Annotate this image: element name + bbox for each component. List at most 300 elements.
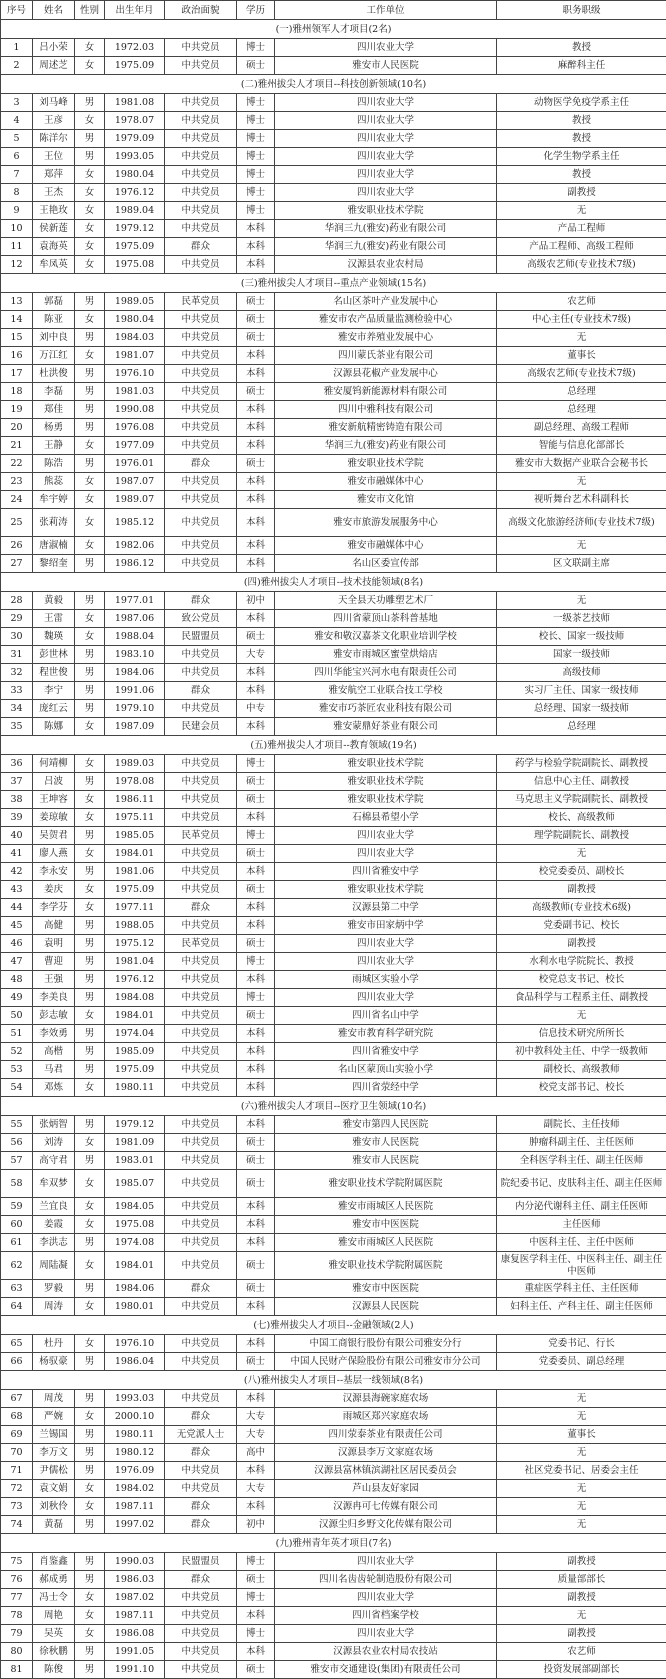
cell-index: 13	[1, 293, 33, 311]
cell-politics: 中共党员	[165, 437, 237, 455]
cell-gender: 女	[75, 1625, 105, 1643]
cell-education: 本科	[237, 917, 275, 935]
cell-politics: 民建会员	[165, 718, 237, 736]
cell-name: 尹儒松	[33, 1462, 75, 1480]
cell-name: 徐秋鹏	[33, 1643, 75, 1661]
table-row	[1, 592, 666, 610]
cell-politics: 群众	[165, 455, 237, 473]
cell-gender: 男	[75, 148, 105, 166]
cell-workplace: 四川农业大学	[275, 1589, 497, 1607]
cell-name: 王强	[33, 971, 75, 989]
cell-workplace: 四川农业大学	[275, 184, 497, 202]
cell-index: 20	[1, 419, 33, 437]
cell-politics: 中共党员	[165, 1607, 237, 1625]
cell-index: 22	[1, 455, 33, 473]
cell-name: 张炳智	[33, 1116, 75, 1134]
table-row	[1, 773, 666, 791]
cell-workplace: 四川农业大学	[275, 130, 497, 148]
cell-politics: 中共党员	[165, 202, 237, 220]
cell-birth: 1976.12	[105, 184, 165, 202]
cell-name: 万江红	[33, 347, 75, 365]
cell-gender: 女	[75, 1480, 105, 1498]
cell-name: 李磊	[33, 383, 75, 401]
cell-name: 陈娜	[33, 718, 75, 736]
cell-workplace: 四川蒙氏茶业有限公司	[275, 347, 497, 365]
cell-index: 12	[1, 256, 33, 274]
cell-politics: 中共党员	[165, 473, 237, 491]
cell-workplace: 雅安厦钨新能源材料有限公司	[275, 383, 497, 401]
cell-birth: 1983.01	[105, 1152, 165, 1170]
cell-gender: 女	[75, 437, 105, 455]
cell-workplace: 雅安市第四人民医院	[275, 1116, 497, 1134]
cell-birth: 1980.04	[105, 166, 165, 184]
cell-workplace: 雅安市人民医院	[275, 1134, 497, 1152]
cell-gender: 男	[75, 917, 105, 935]
table-row	[1, 1408, 666, 1426]
cell-position: 副院长、主任技师	[497, 1116, 666, 1134]
cell-politics: 民革党员	[165, 293, 237, 311]
cell-name: 严婉	[33, 1408, 75, 1426]
cell-gender: 女	[75, 39, 105, 57]
cell-politics: 民革党员	[165, 935, 237, 953]
cell-name: 王杰	[33, 184, 75, 202]
cell-workplace: 四川农业大学	[275, 953, 497, 971]
table-row	[1, 39, 666, 57]
cell-name: 侯新莲	[33, 220, 75, 238]
cell-name: 王静	[33, 437, 75, 455]
cell-politics: 中共党员	[165, 755, 237, 773]
cell-birth: 1980.11	[105, 1426, 165, 1444]
table-row	[1, 57, 666, 75]
cell-position: 初中教科处主任、中学一级教师	[497, 1043, 666, 1061]
cell-position: 无	[497, 1516, 666, 1534]
table-row	[1, 1170, 666, 1198]
cell-politics: 民革党员	[165, 827, 237, 845]
table-row	[1, 809, 666, 827]
cell-position: 水利水电学院院长、教授	[497, 953, 666, 971]
cell-politics: 中共党员	[165, 1061, 237, 1079]
cell-workplace: 天全县天功雕塑艺术厂	[275, 592, 497, 610]
cell-name: 王彦	[33, 112, 75, 130]
cell-birth: 1981.03	[105, 383, 165, 401]
cell-index: 39	[1, 809, 33, 827]
cell-index: 24	[1, 491, 33, 509]
table-row	[1, 1061, 666, 1079]
table-row	[1, 1390, 666, 1408]
cell-index: 25	[1, 509, 33, 537]
cell-gender: 男	[75, 1390, 105, 1408]
cell-workplace: 四川中雅科技有限公司	[275, 401, 497, 419]
table-row	[1, 419, 666, 437]
cell-position: 一级茶艺技师	[497, 610, 666, 628]
table-row	[1, 610, 666, 628]
cell-birth: 1976.08	[105, 419, 165, 437]
cell-workplace: 雅安职业技术学院	[275, 755, 497, 773]
cell-workplace: 名山区茶叶产业发展中心	[275, 293, 497, 311]
cell-index: 48	[1, 971, 33, 989]
cell-position: 副教授	[497, 1553, 666, 1571]
cell-gender: 男	[75, 130, 105, 148]
cell-position: 总经理	[497, 401, 666, 419]
section-header-row	[1, 573, 666, 592]
cell-gender: 女	[75, 220, 105, 238]
cell-index: 64	[1, 1298, 33, 1316]
cell-gender: 女	[75, 1498, 105, 1516]
cell-position: 中心主任(专业技术7级)	[497, 311, 666, 329]
cell-gender: 男	[75, 1661, 105, 1679]
cell-gender: 女	[75, 112, 105, 130]
cell-education: 高中	[237, 1444, 275, 1462]
cell-position: 无	[497, 1390, 666, 1408]
table-row	[1, 1480, 666, 1498]
cell-politics: 中共党员	[165, 1216, 237, 1234]
cell-politics: 中共党员	[165, 347, 237, 365]
cell-position: 高级农艺师(专业技术7级)	[497, 365, 666, 383]
cell-workplace: 雅安新航精密铸造有限公司	[275, 419, 497, 437]
roster-body	[1, 20, 666, 1679]
cell-position: 麻醉科主任	[497, 57, 666, 75]
cell-birth: 1984.06	[105, 1280, 165, 1298]
table-row	[1, 491, 666, 509]
cell-politics: 中共党员	[165, 845, 237, 863]
cell-politics: 中共党员	[165, 112, 237, 130]
cell-gender: 女	[75, 491, 105, 509]
cell-workplace: 四川农业大学	[275, 935, 497, 953]
cell-birth: 1987.09	[105, 718, 165, 736]
cell-name: 姜庆	[33, 881, 75, 899]
cell-politics: 中共党员	[165, 1298, 237, 1316]
cell-politics: 群众	[165, 1444, 237, 1462]
table-row	[1, 473, 666, 491]
cell-education: 硕士	[237, 383, 275, 401]
table-row	[1, 646, 666, 664]
cell-politics: 中共党员	[165, 1335, 237, 1353]
cell-index: 72	[1, 1480, 33, 1498]
cell-name: 肖鉴鑫	[33, 1553, 75, 1571]
cell-education: 本科	[237, 347, 275, 365]
cell-gender: 男	[75, 646, 105, 664]
cell-politics: 中共党员	[165, 989, 237, 1007]
cell-birth: 1984.01	[105, 845, 165, 863]
table-row	[1, 383, 666, 401]
cell-index: 71	[1, 1462, 33, 1480]
cell-position: 农艺师	[497, 1643, 666, 1661]
cell-name: 黄磊	[33, 1516, 75, 1534]
cell-index: 11	[1, 238, 33, 256]
cell-gender: 男	[75, 419, 105, 437]
cell-workplace: 雅安市养殖业发展中心	[275, 329, 497, 347]
cell-birth: 1972.03	[105, 39, 165, 57]
cell-gender: 男	[75, 1643, 105, 1661]
cell-politics: 中共党员	[165, 1007, 237, 1025]
cell-birth: 1979.12	[105, 1116, 165, 1134]
cell-position: 副教授	[497, 1589, 666, 1607]
cell-index: 4	[1, 112, 33, 130]
cell-workplace: 石棉县希望小学	[275, 809, 497, 827]
cell-birth: 1976.01	[105, 455, 165, 473]
cell-name: 曹迎	[33, 953, 75, 971]
cell-gender: 女	[75, 57, 105, 75]
cell-gender: 男	[75, 592, 105, 610]
cell-workplace: 雅安职业技术学院附属医院	[275, 1170, 497, 1198]
table-row	[1, 1462, 666, 1480]
cell-name: 高守君	[33, 1152, 75, 1170]
cell-politics: 中共党员	[165, 148, 237, 166]
cell-politics: 中共党员	[165, 917, 237, 935]
table-row	[1, 1335, 666, 1353]
cell-position: 校长、国家一级技师	[497, 628, 666, 646]
cell-politics: 中共党员	[165, 130, 237, 148]
cell-birth: 1988.05	[105, 917, 165, 935]
cell-education: 硕士	[237, 329, 275, 347]
cell-workplace: 汉源县农业农村局	[275, 256, 497, 274]
table-row	[1, 238, 666, 256]
cell-education: 本科	[237, 1079, 275, 1097]
section-header-row	[1, 1534, 666, 1553]
cell-gender: 女	[75, 1216, 105, 1234]
cell-education: 初中	[237, 1516, 275, 1534]
cell-education: 硕士	[237, 1661, 275, 1679]
table-row	[1, 1444, 666, 1462]
cell-education: 本科	[237, 256, 275, 274]
cell-index: 81	[1, 1661, 33, 1679]
cell-gender: 女	[75, 1298, 105, 1316]
cell-birth: 1989.07	[105, 491, 165, 509]
cell-workplace: 汉源县李万文家庭农场	[275, 1444, 497, 1462]
table-row	[1, 1079, 666, 1097]
cell-index: 6	[1, 148, 33, 166]
cell-position: 社区党委书记、居委会主任	[497, 1462, 666, 1480]
cell-index: 80	[1, 1643, 33, 1661]
cell-politics: 中共党员	[165, 809, 237, 827]
cell-position: 产品工程师	[497, 220, 666, 238]
cell-birth: 1984.01	[105, 1007, 165, 1025]
table-row	[1, 555, 666, 573]
table-row	[1, 347, 666, 365]
cell-politics: 中共党员	[165, 491, 237, 509]
cell-birth: 1993.03	[105, 1390, 165, 1408]
cell-name: 郑萍	[33, 166, 75, 184]
table-row	[1, 1498, 666, 1516]
cell-name: 刘秋伶	[33, 1498, 75, 1516]
cell-gender: 女	[75, 311, 105, 329]
cell-birth: 1979.12	[105, 220, 165, 238]
cell-politics: 中共党员	[165, 220, 237, 238]
cell-politics: 中共党员	[165, 1152, 237, 1170]
cell-gender: 女	[75, 509, 105, 537]
cell-workplace: 雅安市人民医院	[275, 57, 497, 75]
cell-education: 本科	[237, 419, 275, 437]
cell-birth: 1981.08	[105, 94, 165, 112]
cell-name: 周述芝	[33, 57, 75, 75]
cell-gender: 男	[75, 1234, 105, 1252]
cell-politics: 群众	[165, 1408, 237, 1426]
cell-position: 妇科主任、产科主任、副主任医师	[497, 1298, 666, 1316]
cell-education: 本科	[237, 1061, 275, 1079]
table-row	[1, 220, 666, 238]
cell-index: 76	[1, 1571, 33, 1589]
cell-education: 硕士	[237, 881, 275, 899]
cell-name: 周陆凝	[33, 1252, 75, 1280]
table-row	[1, 509, 666, 537]
cell-politics: 中共党员	[165, 1043, 237, 1061]
table-row	[1, 700, 666, 718]
cell-gender: 男	[75, 1280, 105, 1298]
cell-index: 32	[1, 664, 33, 682]
cell-gender: 女	[75, 1007, 105, 1025]
cell-workplace: 华润三九(雅安)药业有限公司	[275, 220, 497, 238]
section-header-row	[1, 20, 666, 39]
cell-politics: 群众	[165, 1516, 237, 1534]
cell-workplace: 雨城区实验小学	[275, 971, 497, 989]
cell-education: 硕士	[237, 1007, 275, 1025]
cell-workplace: 四川农业大学	[275, 39, 497, 57]
cell-gender: 女	[75, 1252, 105, 1280]
cell-workplace: 雅安职业技术学院	[275, 881, 497, 899]
cell-name: 何靖柳	[33, 755, 75, 773]
cell-education: 硕士	[237, 845, 275, 863]
cell-position: 总经理	[497, 383, 666, 401]
table-row	[1, 365, 666, 383]
cell-position: 重症医学科主任、主任医师	[497, 1280, 666, 1298]
cell-education: 大专	[237, 1408, 275, 1426]
cell-workplace: 四川农业大学	[275, 1625, 497, 1643]
cell-name: 黄毅	[33, 592, 75, 610]
cell-birth: 1974.08	[105, 1234, 165, 1252]
cell-position: 无	[497, 202, 666, 220]
table-row	[1, 664, 666, 682]
cell-position: 理学院副院长、副教授	[497, 827, 666, 845]
cell-politics: 中共党员	[165, 1480, 237, 1498]
cell-birth: 1986.11	[105, 791, 165, 809]
cell-gender: 男	[75, 1462, 105, 1480]
table-row	[1, 94, 666, 112]
cell-birth: 1976.09	[105, 1462, 165, 1480]
cell-education: 博士	[237, 1589, 275, 1607]
cell-workplace: 雅安市田家炳中学	[275, 917, 497, 935]
cell-index: 15	[1, 329, 33, 347]
cell-position: 无	[497, 1607, 666, 1625]
cell-birth: 1975.09	[105, 57, 165, 75]
cell-politics: 中共党员	[165, 383, 237, 401]
table-row	[1, 1426, 666, 1444]
cell-education: 本科	[237, 809, 275, 827]
cell-education: 本科	[237, 1643, 275, 1661]
cell-index: 28	[1, 592, 33, 610]
cell-education: 本科	[237, 365, 275, 383]
cell-politics: 中共党员	[165, 1025, 237, 1043]
cell-politics: 中共党员	[165, 1462, 237, 1480]
cell-birth: 1990.08	[105, 401, 165, 419]
table-row	[1, 791, 666, 809]
table-row	[1, 130, 666, 148]
cell-name: 李学芬	[33, 899, 75, 917]
cell-gender: 女	[75, 1589, 105, 1607]
section-title: (六)雅州拔尖人才项目--医疗卫生领域(10名)	[1, 1097, 666, 1116]
cell-education: 本科	[237, 863, 275, 881]
cell-gender: 男	[75, 863, 105, 881]
cell-index: 5	[1, 130, 33, 148]
cell-position: 无	[497, 592, 666, 610]
cell-position: 校党委委员、副校长	[497, 863, 666, 881]
table-row	[1, 537, 666, 555]
cell-position: 校长、高级教师	[497, 809, 666, 827]
cell-workplace: 雅安市融媒体中心	[275, 473, 497, 491]
cell-position: 副总经理、高级工程师	[497, 419, 666, 437]
cell-politics: 中共党员	[165, 1252, 237, 1280]
cell-index: 7	[1, 166, 33, 184]
cell-education: 本科	[237, 1198, 275, 1216]
cell-education: 博士	[237, 94, 275, 112]
cell-workplace: 四川农业大学	[275, 112, 497, 130]
cell-gender: 女	[75, 473, 105, 491]
cell-workplace: 四川农业大学	[275, 1553, 497, 1571]
cell-position: 高级农艺师(专业技术7级)	[497, 256, 666, 274]
cell-position: 副教授	[497, 184, 666, 202]
cell-workplace: 汉源县农业农村局农技站	[275, 1643, 497, 1661]
cell-gender: 男	[75, 1043, 105, 1061]
table-row	[1, 1643, 666, 1661]
cell-workplace: 四川农业大学	[275, 94, 497, 112]
table-row	[1, 1516, 666, 1534]
cell-education: 本科	[237, 473, 275, 491]
cell-index: 30	[1, 628, 33, 646]
cell-name: 杜洪俊	[33, 365, 75, 383]
cell-education: 本科	[237, 491, 275, 509]
cell-name: 周茂	[33, 1390, 75, 1408]
cell-index: 49	[1, 989, 33, 1007]
cell-index: 27	[1, 555, 33, 573]
cell-workplace: 雅安市人民医院	[275, 1152, 497, 1170]
cell-education: 本科	[237, 1335, 275, 1353]
cell-gender: 男	[75, 365, 105, 383]
cell-birth: 1986.12	[105, 555, 165, 573]
cell-birth: 1980.04	[105, 311, 165, 329]
cell-birth: 1975.12	[105, 935, 165, 953]
table-row	[1, 953, 666, 971]
cell-gender: 女	[75, 537, 105, 555]
cell-politics: 群众	[165, 899, 237, 917]
cell-name: 郑佳	[33, 401, 75, 419]
table-row	[1, 1252, 666, 1280]
cell-education: 本科	[237, 555, 275, 573]
cell-education: 本科	[237, 401, 275, 419]
cell-workplace: 汉源县人民医院	[275, 1298, 497, 1316]
cell-name: 熊蕊	[33, 473, 75, 491]
cell-name: 王雷	[33, 610, 75, 628]
cell-workplace: 四川名齿齿轮制造股份有限公司	[275, 1571, 497, 1589]
section-header-row	[1, 1316, 666, 1335]
cell-index: 21	[1, 437, 33, 455]
cell-name: 程世俊	[33, 664, 75, 682]
cell-position: 肿瘤科副主任、主任医师	[497, 1134, 666, 1152]
table-row	[1, 1134, 666, 1152]
table-row	[1, 1589, 666, 1607]
cell-politics: 中共党员	[165, 1134, 237, 1152]
cell-birth: 1979.09	[105, 130, 165, 148]
cell-politics: 中共党员	[165, 329, 237, 347]
cell-workplace: 四川农业大学	[275, 827, 497, 845]
cell-workplace: 四川农业大学	[275, 166, 497, 184]
table-row	[1, 1116, 666, 1134]
cell-position: 教授	[497, 166, 666, 184]
cell-gender: 男	[75, 401, 105, 419]
cell-index: 68	[1, 1408, 33, 1426]
cell-workplace: 汉源县花椒产业发展中心	[275, 365, 497, 383]
table-row	[1, 455, 666, 473]
cell-index: 29	[1, 610, 33, 628]
cell-politics: 群众	[165, 592, 237, 610]
